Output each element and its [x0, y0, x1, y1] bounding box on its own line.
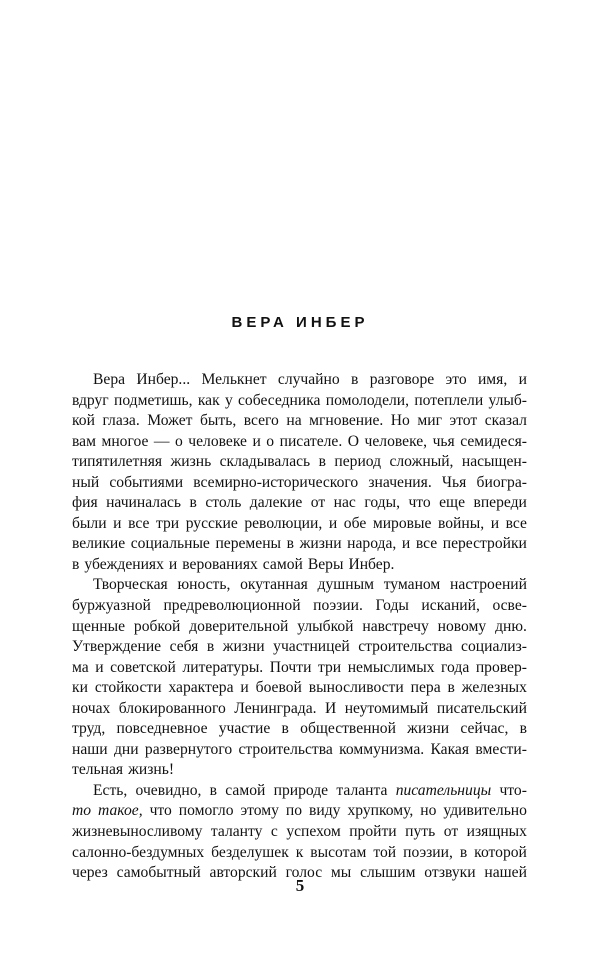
- word: в: [318, 453, 326, 471]
- word: поэзии,: [403, 843, 453, 861]
- word: помогло: [178, 802, 234, 820]
- word: в: [189, 494, 197, 512]
- word: Годы: [375, 597, 409, 615]
- word: туманом: [383, 576, 441, 594]
- word: жизнь!: [128, 761, 175, 779]
- word: строительства: [238, 740, 333, 758]
- text-line: [72, 473, 527, 494]
- word: ма: [72, 658, 89, 676]
- word: немыслимых: [347, 658, 435, 676]
- word: складывалась: [219, 453, 311, 471]
- word: что-: [499, 781, 527, 799]
- word: той: [373, 843, 397, 861]
- word: всего: [243, 412, 279, 430]
- page-number: 5: [295, 876, 305, 895]
- text-line: [72, 493, 527, 514]
- word: вмести-: [475, 740, 527, 758]
- word: мы: [330, 864, 352, 882]
- word: стойкости: [94, 679, 162, 697]
- text-line: [72, 719, 527, 740]
- word: все: [415, 535, 438, 553]
- word: сказал: [484, 412, 527, 430]
- word: и: [95, 658, 104, 676]
- text-line: [72, 370, 527, 391]
- word: насыщен-: [461, 453, 527, 471]
- word: Мелькнет: [201, 371, 267, 388]
- word: через: [72, 864, 108, 882]
- text-line: [72, 637, 527, 658]
- word: улыб-: [488, 391, 527, 409]
- word: выносливости: [308, 679, 404, 697]
- text-line: [72, 658, 527, 679]
- word: коммунизма.: [339, 740, 425, 758]
- text-line: [72, 391, 527, 412]
- word: собеседника: [238, 391, 321, 409]
- word: жизнь: [170, 453, 212, 471]
- word: в: [447, 679, 455, 697]
- text-line: [72, 411, 527, 432]
- word: в: [209, 781, 218, 799]
- word: самой: [225, 781, 266, 799]
- word: перемены: [215, 535, 282, 553]
- word: значения.: [368, 473, 432, 491]
- word: в: [72, 555, 80, 573]
- word: мировые: [372, 514, 432, 532]
- word: кой: [72, 412, 95, 430]
- word: то: [72, 802, 92, 820]
- chapter-title: ВЕРА ИНБЕР: [231, 314, 369, 331]
- word: Какая: [430, 740, 470, 758]
- word: Веры: [307, 555, 344, 573]
- word: Творческая: [93, 576, 168, 594]
- word: начиналась: [106, 494, 182, 512]
- text-line: [72, 432, 527, 453]
- word: повседневное: [116, 720, 208, 738]
- word: что: [149, 802, 172, 820]
- word: и: [240, 679, 249, 697]
- word: дню.: [495, 617, 527, 635]
- word: войны,: [437, 514, 485, 532]
- word: такое,: [98, 802, 143, 820]
- word: этому: [240, 802, 279, 820]
- word: советской: [110, 658, 176, 676]
- word: человеке,: [364, 432, 428, 450]
- body-text: [72, 370, 527, 884]
- word: окутанная: [240, 576, 308, 594]
- word: имя,: [477, 371, 508, 388]
- text-line: [72, 843, 527, 864]
- word: у: [224, 391, 233, 409]
- word: человеке: [188, 432, 247, 450]
- word: самой: [262, 555, 303, 573]
- word: Вера: [93, 371, 126, 388]
- word: сейчас,: [460, 720, 509, 738]
- word: три: [317, 658, 342, 676]
- word: пера: [410, 679, 441, 697]
- word: далекие: [249, 494, 303, 512]
- word: на: [286, 412, 302, 430]
- word: Есть,: [93, 781, 128, 799]
- word: жизни: [407, 720, 450, 738]
- word: таланта: [336, 781, 388, 799]
- word: чья: [432, 432, 455, 450]
- word: общественной: [300, 720, 396, 738]
- word: случайно: [277, 371, 340, 388]
- text-line: [72, 740, 527, 761]
- word: строительства: [358, 638, 453, 656]
- word: в: [459, 843, 468, 861]
- word: социальные: [130, 535, 210, 553]
- text-line: [72, 760, 527, 781]
- word: по: [285, 802, 303, 820]
- text-line: [72, 534, 527, 555]
- word: событиями: [109, 473, 184, 491]
- word: писательский: [436, 699, 527, 717]
- word: Утверждение: [72, 638, 162, 656]
- word: участие: [218, 720, 271, 738]
- word: ный: [72, 473, 100, 491]
- word: три: [155, 514, 180, 532]
- word: подметишь,: [113, 391, 193, 409]
- word: социализ-: [461, 638, 527, 656]
- text-line: [72, 596, 527, 617]
- word: участницей: [273, 638, 350, 656]
- word: робкой: [133, 617, 181, 635]
- word: настроений: [450, 576, 527, 594]
- word: года: [441, 658, 470, 676]
- word: сложный,: [389, 453, 454, 471]
- word: всемирно-исторического: [193, 473, 359, 491]
- word: писателе.: [279, 432, 343, 450]
- word: все: [128, 514, 150, 532]
- word: потеплели: [414, 391, 484, 409]
- word: были: [72, 514, 107, 532]
- word: которой: [474, 843, 527, 861]
- word: вдруг: [72, 391, 109, 409]
- word: улыбкой: [297, 617, 354, 635]
- word: великие: [72, 535, 126, 553]
- word: путь: [405, 823, 436, 841]
- word: Может: [147, 412, 193, 430]
- word: самобытный: [116, 864, 201, 882]
- word: ки: [72, 679, 88, 697]
- text-line: [72, 575, 527, 596]
- word: быть,: [199, 412, 237, 430]
- word: И: [324, 699, 337, 717]
- word: душным: [317, 576, 374, 594]
- word: нашей: [484, 864, 527, 882]
- word: и: [401, 535, 411, 553]
- word: провер-: [475, 658, 527, 676]
- word: убеждениях: [84, 555, 164, 573]
- word: буржуазной: [72, 597, 151, 615]
- text-line: [72, 514, 527, 535]
- word: навстречу: [362, 617, 429, 635]
- word: этот: [449, 412, 478, 430]
- text-line: [72, 617, 527, 638]
- word: глаза.: [102, 412, 140, 430]
- word: боевой: [255, 679, 302, 697]
- word: жизни: [299, 535, 342, 553]
- word: Чья: [441, 473, 467, 491]
- word: наши: [72, 740, 108, 758]
- word: голос: [285, 864, 323, 882]
- word: годы,: [364, 494, 400, 512]
- word: в: [206, 638, 215, 656]
- word: русские: [185, 514, 238, 532]
- word: дни: [113, 740, 139, 758]
- word: осве-: [492, 597, 527, 615]
- text-line: [72, 781, 527, 802]
- word: перестройки: [442, 535, 527, 553]
- word: салонно-бездумных: [72, 843, 205, 861]
- word: в: [286, 535, 294, 553]
- word: слышим: [360, 864, 416, 882]
- word: к: [295, 843, 304, 861]
- word: вам: [72, 432, 96, 450]
- word: в: [281, 720, 289, 738]
- word: миг: [417, 412, 442, 430]
- word: и: [252, 432, 261, 450]
- word: удивительно: [443, 802, 527, 820]
- word: период: [334, 453, 382, 471]
- word: ночах: [72, 699, 111, 717]
- word: но: [420, 802, 437, 820]
- word: исканий,: [421, 597, 480, 615]
- word: впереди: [473, 494, 527, 512]
- word: тельная: [72, 761, 124, 779]
- word: и: [518, 371, 527, 388]
- word: литературы.: [182, 658, 264, 676]
- word: безделушек: [211, 843, 289, 861]
- word: Но: [390, 412, 410, 430]
- word: обе: [343, 514, 367, 532]
- word: и: [490, 514, 500, 532]
- text-line: [72, 801, 527, 822]
- word: как: [197, 391, 220, 409]
- word: еще: [439, 494, 465, 512]
- word: блокированного: [118, 699, 226, 717]
- word: с: [270, 823, 278, 841]
- word: народа,: [347, 535, 397, 553]
- word: высотам: [310, 843, 367, 861]
- word: помолодели,: [325, 391, 410, 409]
- word: фия: [72, 494, 98, 512]
- word: в: [519, 720, 527, 738]
- word: пройти: [349, 823, 397, 841]
- word: верованиях: [182, 555, 258, 573]
- word: жизни: [222, 638, 265, 656]
- word: это: [445, 371, 467, 388]
- word: в: [351, 371, 359, 388]
- word: успехом: [286, 823, 341, 841]
- word: и: [113, 514, 122, 532]
- word: неутомимый: [344, 699, 429, 717]
- word: типятилетняя: [72, 453, 163, 471]
- word: многое: [101, 432, 149, 450]
- word: виду: [309, 802, 341, 820]
- word: и: [168, 555, 178, 573]
- word: железных: [461, 679, 527, 697]
- word: очевидно,: [135, 781, 202, 799]
- word: щенные: [72, 617, 126, 635]
- word: характера: [168, 679, 234, 697]
- word: все: [505, 514, 527, 532]
- word: себя: [169, 638, 199, 656]
- word: жизневыносливому: [72, 823, 203, 841]
- word: новому: [437, 617, 487, 635]
- word: от: [310, 494, 326, 512]
- word: семидеся-: [460, 432, 527, 450]
- word: природе: [273, 781, 329, 799]
- text-line: [72, 452, 527, 473]
- word: предреволюционной: [163, 597, 301, 615]
- word: разговоре: [369, 371, 435, 388]
- word: таланту: [210, 823, 263, 841]
- word: авторский: [209, 864, 277, 882]
- word: от: [443, 823, 459, 841]
- word: столь: [205, 494, 242, 512]
- text-line: [72, 555, 527, 576]
- text-line: [72, 699, 527, 720]
- word: Ленинграда.: [234, 699, 317, 717]
- word: о: [174, 432, 183, 450]
- word: Почти: [269, 658, 312, 676]
- text-line: [72, 678, 527, 699]
- word: доверительной: [189, 617, 289, 635]
- word: революции,: [244, 514, 323, 532]
- word: О: [347, 432, 360, 450]
- word: нас: [333, 494, 356, 512]
- word: развернутого: [144, 740, 233, 758]
- word: Инбер.: [348, 555, 395, 573]
- text-line: [72, 822, 527, 843]
- word: биогра-: [476, 473, 527, 491]
- word: хрупкому,: [347, 802, 414, 820]
- word: о: [266, 432, 275, 450]
- word: Инбер...: [136, 371, 191, 388]
- word: труд,: [72, 720, 106, 738]
- word: и: [328, 514, 338, 532]
- word: что: [408, 494, 431, 512]
- word: отзвуки: [424, 864, 476, 882]
- word: мгновение.: [309, 412, 384, 430]
- word: юность,: [177, 576, 231, 594]
- word: поэзии.: [313, 597, 363, 615]
- word: писательницы: [395, 781, 492, 799]
- word: изящных: [466, 823, 527, 841]
- word: —: [153, 432, 170, 450]
